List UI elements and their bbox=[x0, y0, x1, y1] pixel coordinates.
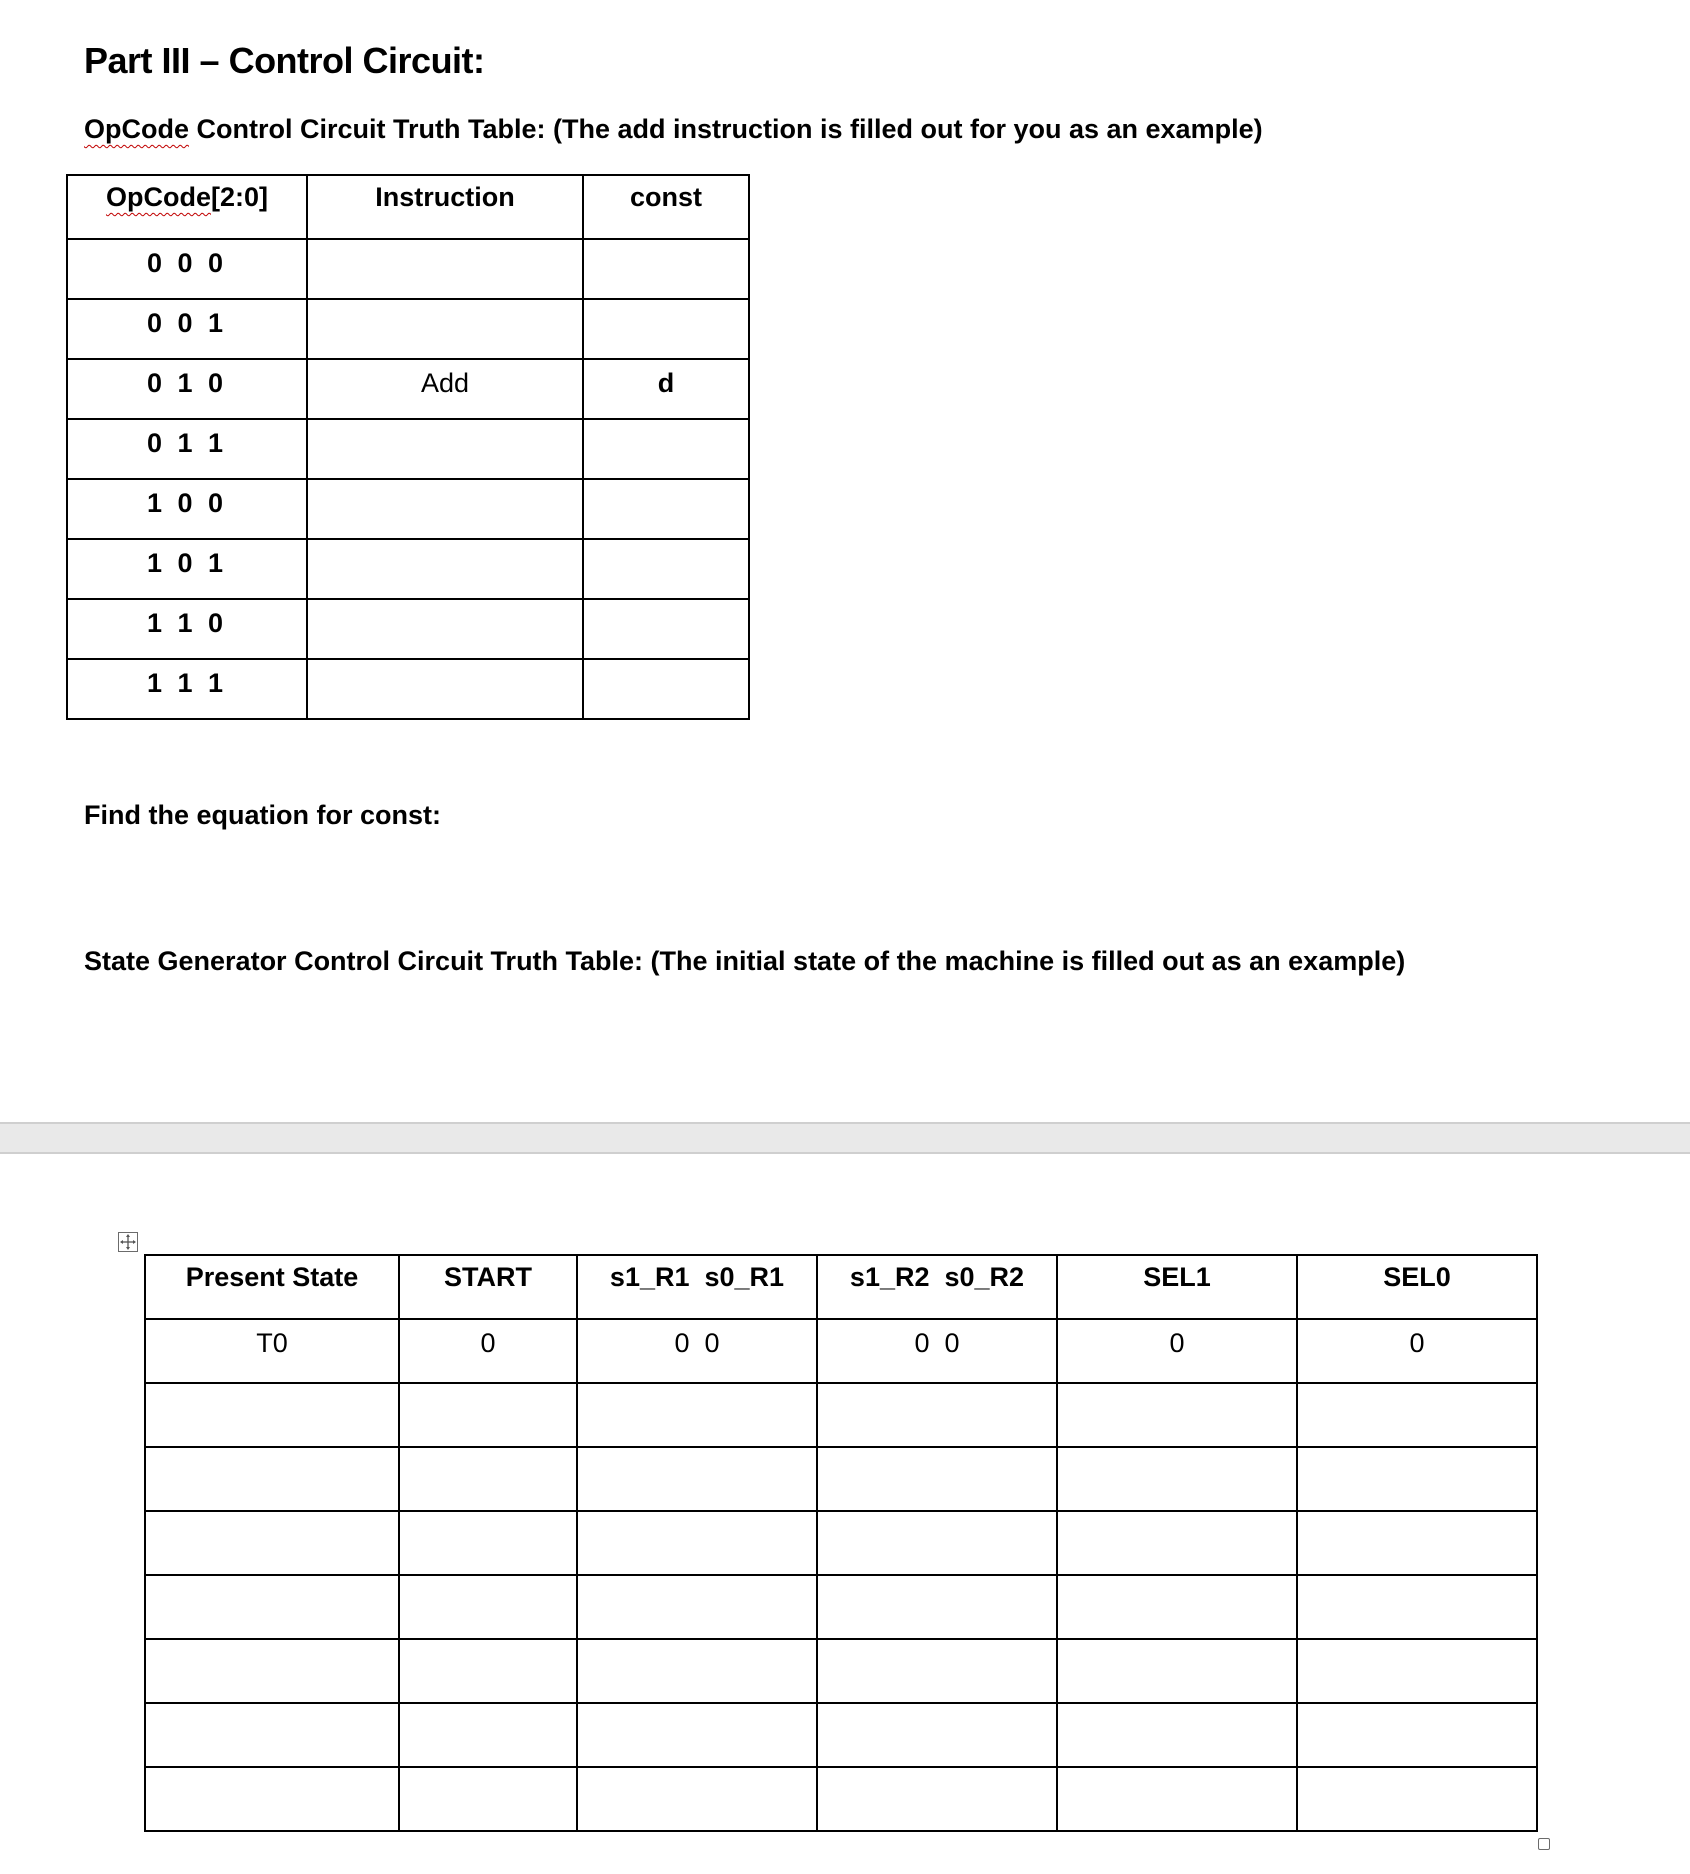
present-state-cell[interactable] bbox=[145, 1575, 399, 1639]
col-header-const[interactable]: const bbox=[583, 175, 749, 239]
const-cell[interactable] bbox=[583, 479, 749, 539]
sel0-cell[interactable] bbox=[1297, 1575, 1537, 1639]
col-header-present-state[interactable]: Present State bbox=[145, 1255, 399, 1319]
opcode-heading-text: Control Circuit Truth Table: (The add instruction is filled out for you as an example) bbox=[189, 114, 1263, 144]
table-row bbox=[67, 419, 749, 479]
col-header-start[interactable]: START bbox=[399, 1255, 577, 1319]
r1-select-cell[interactable] bbox=[577, 1703, 817, 1767]
opcode-cell[interactable]: 0 0 1 bbox=[67, 299, 307, 359]
opcode-cell[interactable]: 1 0 0 bbox=[67, 479, 307, 539]
r1-select-value: 0 0 bbox=[674, 1328, 720, 1358]
const-cell[interactable] bbox=[583, 659, 749, 719]
r1-select-cell[interactable] bbox=[577, 1447, 817, 1511]
opcode-table-heading bbox=[84, 114, 1263, 145]
state-table-heading: State Generator Control Circuit Truth Table: (The initial state of the machine is filled out as an example) bbox=[84, 946, 1406, 976]
present-state-cell[interactable] bbox=[145, 1767, 399, 1831]
r1-select-cell[interactable] bbox=[577, 1511, 817, 1575]
col-header-opcode-range: [2:0] bbox=[210, 182, 268, 212]
col-header-instruction[interactable]: Instruction bbox=[307, 175, 583, 239]
start-cell[interactable]: 0 bbox=[399, 1319, 577, 1383]
start-cell[interactable] bbox=[399, 1511, 577, 1575]
instruction-cell[interactable] bbox=[307, 539, 583, 599]
present-state-cell[interactable] bbox=[145, 1703, 399, 1767]
opcode-cell[interactable]: 1 1 1 bbox=[67, 659, 307, 719]
col-header-r2-label: s1_R2 s0_R2 bbox=[849, 1262, 1025, 1292]
start-cell[interactable] bbox=[399, 1703, 577, 1767]
table-move-icon[interactable] bbox=[118, 1232, 138, 1252]
col-header-sel0[interactable]: SEL0 bbox=[1297, 1255, 1537, 1319]
sel1-cell[interactable] bbox=[1057, 1703, 1297, 1767]
instruction-cell[interactable] bbox=[307, 479, 583, 539]
page-break bbox=[0, 1122, 1690, 1154]
col-header-r1-label: s1_R1 s0_R1 bbox=[609, 1262, 785, 1292]
opcode-cell[interactable]: 0 0 0 bbox=[67, 239, 307, 299]
start-cell[interactable] bbox=[399, 1767, 577, 1831]
sel1-cell[interactable] bbox=[1057, 1447, 1297, 1511]
col-header-r2-select[interactable] bbox=[817, 1255, 1057, 1319]
table-row bbox=[67, 239, 749, 299]
instruction-cell[interactable] bbox=[307, 299, 583, 359]
sel0-cell[interactable]: 0 bbox=[1297, 1319, 1537, 1383]
sel0-cell[interactable] bbox=[1297, 1511, 1537, 1575]
start-cell[interactable] bbox=[399, 1575, 577, 1639]
find-equation-prompt: Find the equation for const: bbox=[84, 800, 441, 830]
r2-select-cell[interactable] bbox=[817, 1639, 1057, 1703]
col-header-sel1[interactable]: SEL1 bbox=[1057, 1255, 1297, 1319]
r2-select-cell[interactable] bbox=[817, 1511, 1057, 1575]
move-arrows-icon bbox=[119, 1233, 137, 1251]
sel0-cell[interactable] bbox=[1297, 1639, 1537, 1703]
table-header-row bbox=[145, 1255, 1537, 1319]
opcode-cell[interactable]: 1 1 0 bbox=[67, 599, 307, 659]
r2-select-cell[interactable] bbox=[817, 1767, 1057, 1831]
instruction-cell[interactable]: Add bbox=[307, 359, 583, 419]
r2-select-value: 0 0 bbox=[914, 1328, 960, 1358]
table-row bbox=[145, 1639, 1537, 1703]
table-row bbox=[67, 299, 749, 359]
r1-select-cell[interactable] bbox=[577, 1319, 817, 1383]
table-header-row bbox=[67, 175, 749, 239]
const-cell[interactable]: d bbox=[583, 359, 749, 419]
table-row bbox=[145, 1575, 1537, 1639]
table-row bbox=[145, 1383, 1537, 1447]
instruction-cell[interactable] bbox=[307, 419, 583, 479]
sel1-cell[interactable] bbox=[1057, 1639, 1297, 1703]
present-state-cell[interactable]: T0 bbox=[145, 1319, 399, 1383]
instruction-cell[interactable] bbox=[307, 599, 583, 659]
opcode-cell[interactable]: 0 1 0 bbox=[67, 359, 307, 419]
spellcheck-word[interactable]: OpCode bbox=[105, 182, 211, 212]
opcode-truth-table bbox=[66, 174, 750, 720]
present-state-cell[interactable] bbox=[145, 1639, 399, 1703]
present-state-cell[interactable] bbox=[145, 1383, 399, 1447]
table-row bbox=[67, 599, 749, 659]
r2-select-cell[interactable] bbox=[817, 1575, 1057, 1639]
r1-select-cell[interactable] bbox=[577, 1383, 817, 1447]
const-cell[interactable] bbox=[583, 299, 749, 359]
const-cell[interactable] bbox=[583, 419, 749, 479]
r1-select-cell[interactable] bbox=[577, 1575, 817, 1639]
r2-select-cell[interactable] bbox=[817, 1319, 1057, 1383]
opcode-cell[interactable]: 1 0 1 bbox=[67, 539, 307, 599]
sel1-cell[interactable] bbox=[1057, 1511, 1297, 1575]
table-row bbox=[67, 659, 749, 719]
table-row bbox=[67, 539, 749, 599]
opcode-cell[interactable]: 0 1 1 bbox=[67, 419, 307, 479]
table-resize-icon[interactable] bbox=[1538, 1838, 1550, 1850]
col-header-r1-select[interactable] bbox=[577, 1255, 817, 1319]
r1-select-cell[interactable] bbox=[577, 1767, 817, 1831]
sel0-cell[interactable] bbox=[1297, 1383, 1537, 1447]
start-cell[interactable] bbox=[399, 1447, 577, 1511]
sel1-cell[interactable] bbox=[1057, 1767, 1297, 1831]
table-row bbox=[145, 1319, 1537, 1383]
table-row bbox=[145, 1703, 1537, 1767]
col-header-opcode[interactable] bbox=[67, 175, 307, 239]
instruction-cell[interactable] bbox=[307, 659, 583, 719]
r2-select-cell[interactable] bbox=[817, 1447, 1057, 1511]
sel0-cell[interactable] bbox=[1297, 1703, 1537, 1767]
sel0-cell[interactable] bbox=[1297, 1447, 1537, 1511]
sel1-cell[interactable]: 0 bbox=[1057, 1319, 1297, 1383]
table-row bbox=[67, 479, 749, 539]
r1-select-cell[interactable] bbox=[577, 1639, 817, 1703]
table-row bbox=[145, 1511, 1537, 1575]
instruction-cell[interactable] bbox=[307, 239, 583, 299]
sel1-cell[interactable] bbox=[1057, 1575, 1297, 1639]
const-cell[interactable] bbox=[583, 539, 749, 599]
state-generator-truth-table bbox=[144, 1254, 1538, 1832]
present-state-cell[interactable] bbox=[145, 1447, 399, 1511]
table-row bbox=[145, 1447, 1537, 1511]
r2-select-cell[interactable] bbox=[817, 1383, 1057, 1447]
spellcheck-word[interactable]: OpCode bbox=[84, 114, 189, 144]
start-cell[interactable] bbox=[399, 1383, 577, 1447]
r2-select-cell[interactable] bbox=[817, 1703, 1057, 1767]
const-cell[interactable] bbox=[583, 239, 749, 299]
const-cell[interactable] bbox=[583, 599, 749, 659]
sel1-cell[interactable] bbox=[1057, 1383, 1297, 1447]
page-title: Part III – Control Circuit: bbox=[84, 40, 485, 81]
start-cell[interactable] bbox=[399, 1639, 577, 1703]
present-state-cell[interactable] bbox=[145, 1511, 399, 1575]
sel0-cell[interactable] bbox=[1297, 1767, 1537, 1831]
table-row bbox=[67, 359, 749, 419]
table-row bbox=[145, 1767, 1537, 1831]
